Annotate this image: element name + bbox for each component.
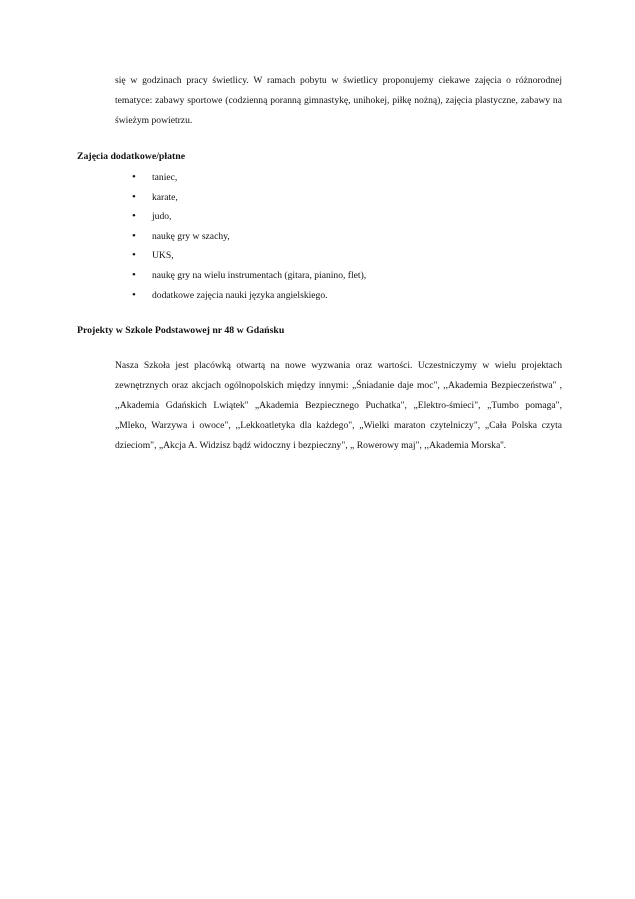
list-item: • naukę gry na wielu instrumentach (gitara, pianino, flet), <box>132 266 366 286</box>
bullet-icon: • <box>132 171 136 183</box>
bullet-icon: • <box>132 229 136 242</box>
list-item: • naukę gry w szachy, <box>132 227 366 247</box>
bullet-icon: • <box>132 288 136 301</box>
extra-classes-heading: Zajęcia dodatkowe/płatne <box>77 151 186 162</box>
bullet-icon: • <box>132 249 136 262</box>
bullet-icon: • <box>132 190 136 203</box>
projects-paragraph: Nasza Szkoła jest placówką otwartą na nowe wyzwania oraz wartości. Uczestniczymy w wielu projektach zewnętrznych oraz akcjach ogólnopolskich między innymi: „Śniadanie daje moc", ,,Akademia Bezpieczeństwa'' , ,,Akademia Gdańskich Lwiątek'' „Akademia Bezpiecznego Puchatka", „Elektro-śmieci", „Tumbo pomaga", „Mleko, Warzywa i owoce", ,,Lekkoatletyka dla każdego", „Wielki maraton czytelniczy", „Cała Polska czyta dzieciom", „Akcja A. Widzisz bądź widoczny i bezpieczny", „ Rowerowy maj", ,,Akademia Morska''. <box>115 360 562 451</box>
list-item: • taniec, <box>132 168 366 188</box>
list-item: • judo, <box>132 207 366 227</box>
list-item: • karate, <box>132 188 366 208</box>
projects-heading: Projekty w Szkole Podstawowej nr 48 w Gdańsku <box>77 325 285 336</box>
list-item: • dodatkowe zajęcia nauki języka angielskiego. <box>132 286 366 306</box>
bullet-icon: • <box>132 268 136 281</box>
extra-classes-list <box>132 168 366 305</box>
intro-paragraph: się w godzinach pracy świetlicy. W ramach pobytu w świetlicy proponujemy ciekawe zajęcia o różnorodnej tematyce: zabawy sportowe (codzienną poranną gimnastykę, unihokej, piłkę nożną), zajęcia plastyczne, zabawy na świeżym powietrzu. <box>115 75 562 126</box>
list-item: • UKS, <box>132 246 366 266</box>
bullet-icon: • <box>132 210 136 223</box>
